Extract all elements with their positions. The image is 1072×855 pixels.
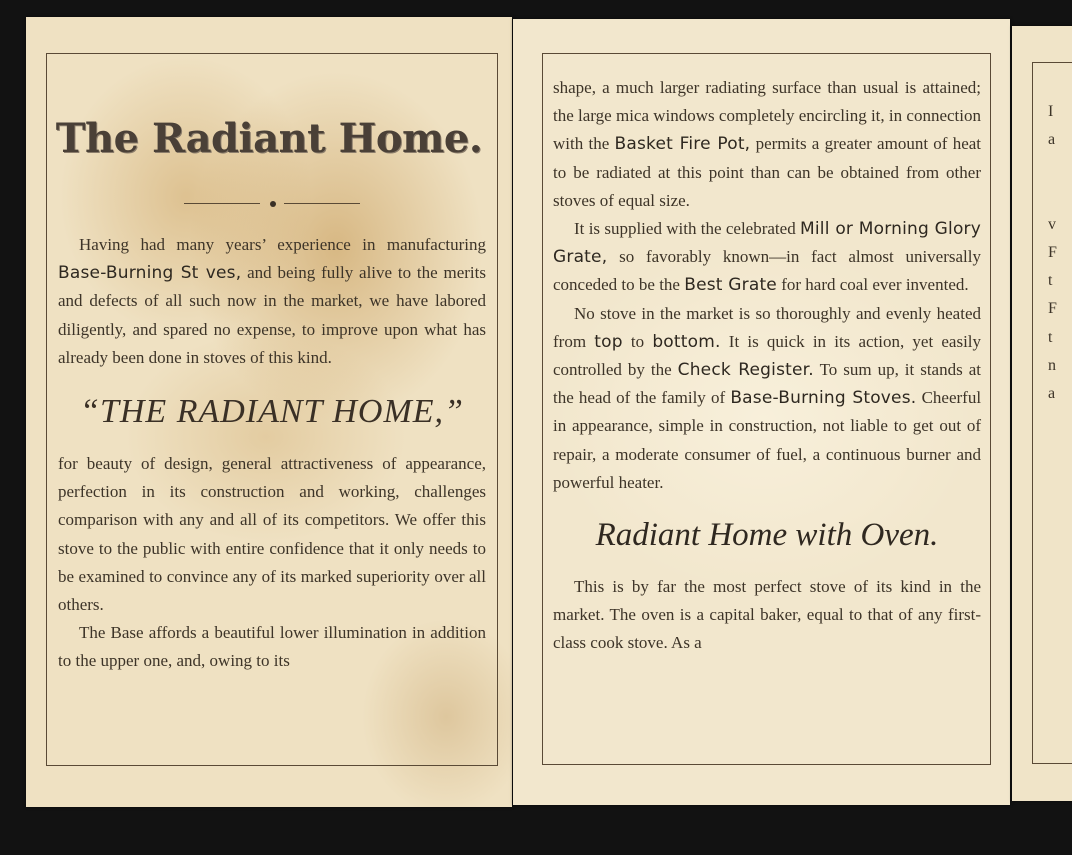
heating-text-end: Cheerful in appearance, simple in construction, not liable to get out of repair, a moderate consumer of fuel, a continuous burner and powerful heater. <box>553 388 982 492</box>
description-paragraph: for beauty of design, general attractiveness of appearance, perfection in its construction and working, challenges comparison with any and all of its competitors. We offer this stove to the public with entire confidence that it only needs to be examined to convince any of its marked superiority over all others. <box>58 454 486 615</box>
top-bold: top <box>594 331 623 352</box>
check-register: Check Register. <box>677 360 814 381</box>
heating-to: to <box>630 331 645 351</box>
basket-fire-pot: Basket Fire Pot, <box>614 134 751 155</box>
ornament-line-left <box>184 203 260 204</box>
right-page-fragments <box>1048 98 1068 408</box>
shape-text: shape, a much larger radiating surface than usual is attained; the large mica windows completely encircling it, in connection with the <box>553 78 981 154</box>
middle-page <box>513 19 1010 805</box>
left-page-text <box>58 231 486 676</box>
grate-text-mid: so favorably known—in fact almost universally conceded to be the <box>553 247 981 295</box>
heating-text: No stove in the market is so thoroughly and evenly heated from <box>553 303 981 351</box>
fragment-letter: a <box>1048 385 1056 403</box>
fragment-letter <box>1048 183 1068 211</box>
intro-rest: and being fully alive to the merits and defects of all such now in the market, we have labored diligently, and spared no expense, to improve upon what has already been done in stoves of this kind. <box>58 263 486 367</box>
bottom-bold: bottom. <box>652 331 721 352</box>
fragment-letter: F <box>1048 244 1057 262</box>
page-title: The Radiant Home. <box>55 115 483 162</box>
intro-text: Having had many years’ experience in manufacturing <box>79 235 486 254</box>
base-paragraph: The Base affords a beautiful lower illumination in addition to the upper one, and, owing to its <box>58 623 486 671</box>
ornament-dot <box>270 201 276 207</box>
title-ornament <box>184 201 364 207</box>
fragment-letter <box>1048 154 1068 182</box>
ornament-line-right <box>284 203 360 204</box>
best-grate: Best Grate <box>684 275 777 296</box>
left-page <box>26 17 512 807</box>
intro-paragraph <box>58 231 486 372</box>
heating-text-sum: To sum up, it stands at the head of the family of <box>553 360 981 408</box>
base-burning-stoves: Base-Burning Stoves. <box>730 388 917 409</box>
fragment-letter: F <box>1048 300 1057 318</box>
morning-glory-grate: Mill or Morning Glory Grate, <box>553 219 981 268</box>
oven-heading: Radiant Home with Oven. <box>595 517 939 554</box>
grate-paragraph <box>553 215 981 300</box>
oven-paragraph: This is by far the most perfect stove of its kind in the market. The oven is a capital baker, equal to that of any first-class cook stove. As a <box>553 577 981 653</box>
grate-text: It is supplied with the celebrated <box>574 219 796 239</box>
right-page-edge <box>1012 26 1072 801</box>
middle-page-text <box>553 74 981 658</box>
fragment-letter: I <box>1048 103 1054 120</box>
intro-bold: Base-Burning St ves, <box>58 263 242 284</box>
heating-text-mid: It is quick in its action, yet easily controlled by the <box>553 331 982 380</box>
fragment-letter: a <box>1048 131 1056 149</box>
fragment-letter: t <box>1048 328 1053 346</box>
product-heading: “THE RADIANT HOME,” <box>80 393 464 431</box>
shape-paragraph <box>553 74 981 215</box>
heating-paragraph <box>553 300 981 497</box>
fragment-letter: n <box>1048 356 1056 374</box>
fragment-letter: t <box>1048 272 1053 290</box>
shape-text-rest: permits a greater amount of heat to be radiated at this point than can be obtained from other stoves of equal size. <box>553 134 982 210</box>
grate-text-end: for hard coal ever invented. <box>781 275 969 295</box>
fragment-letter: v <box>1048 215 1056 233</box>
